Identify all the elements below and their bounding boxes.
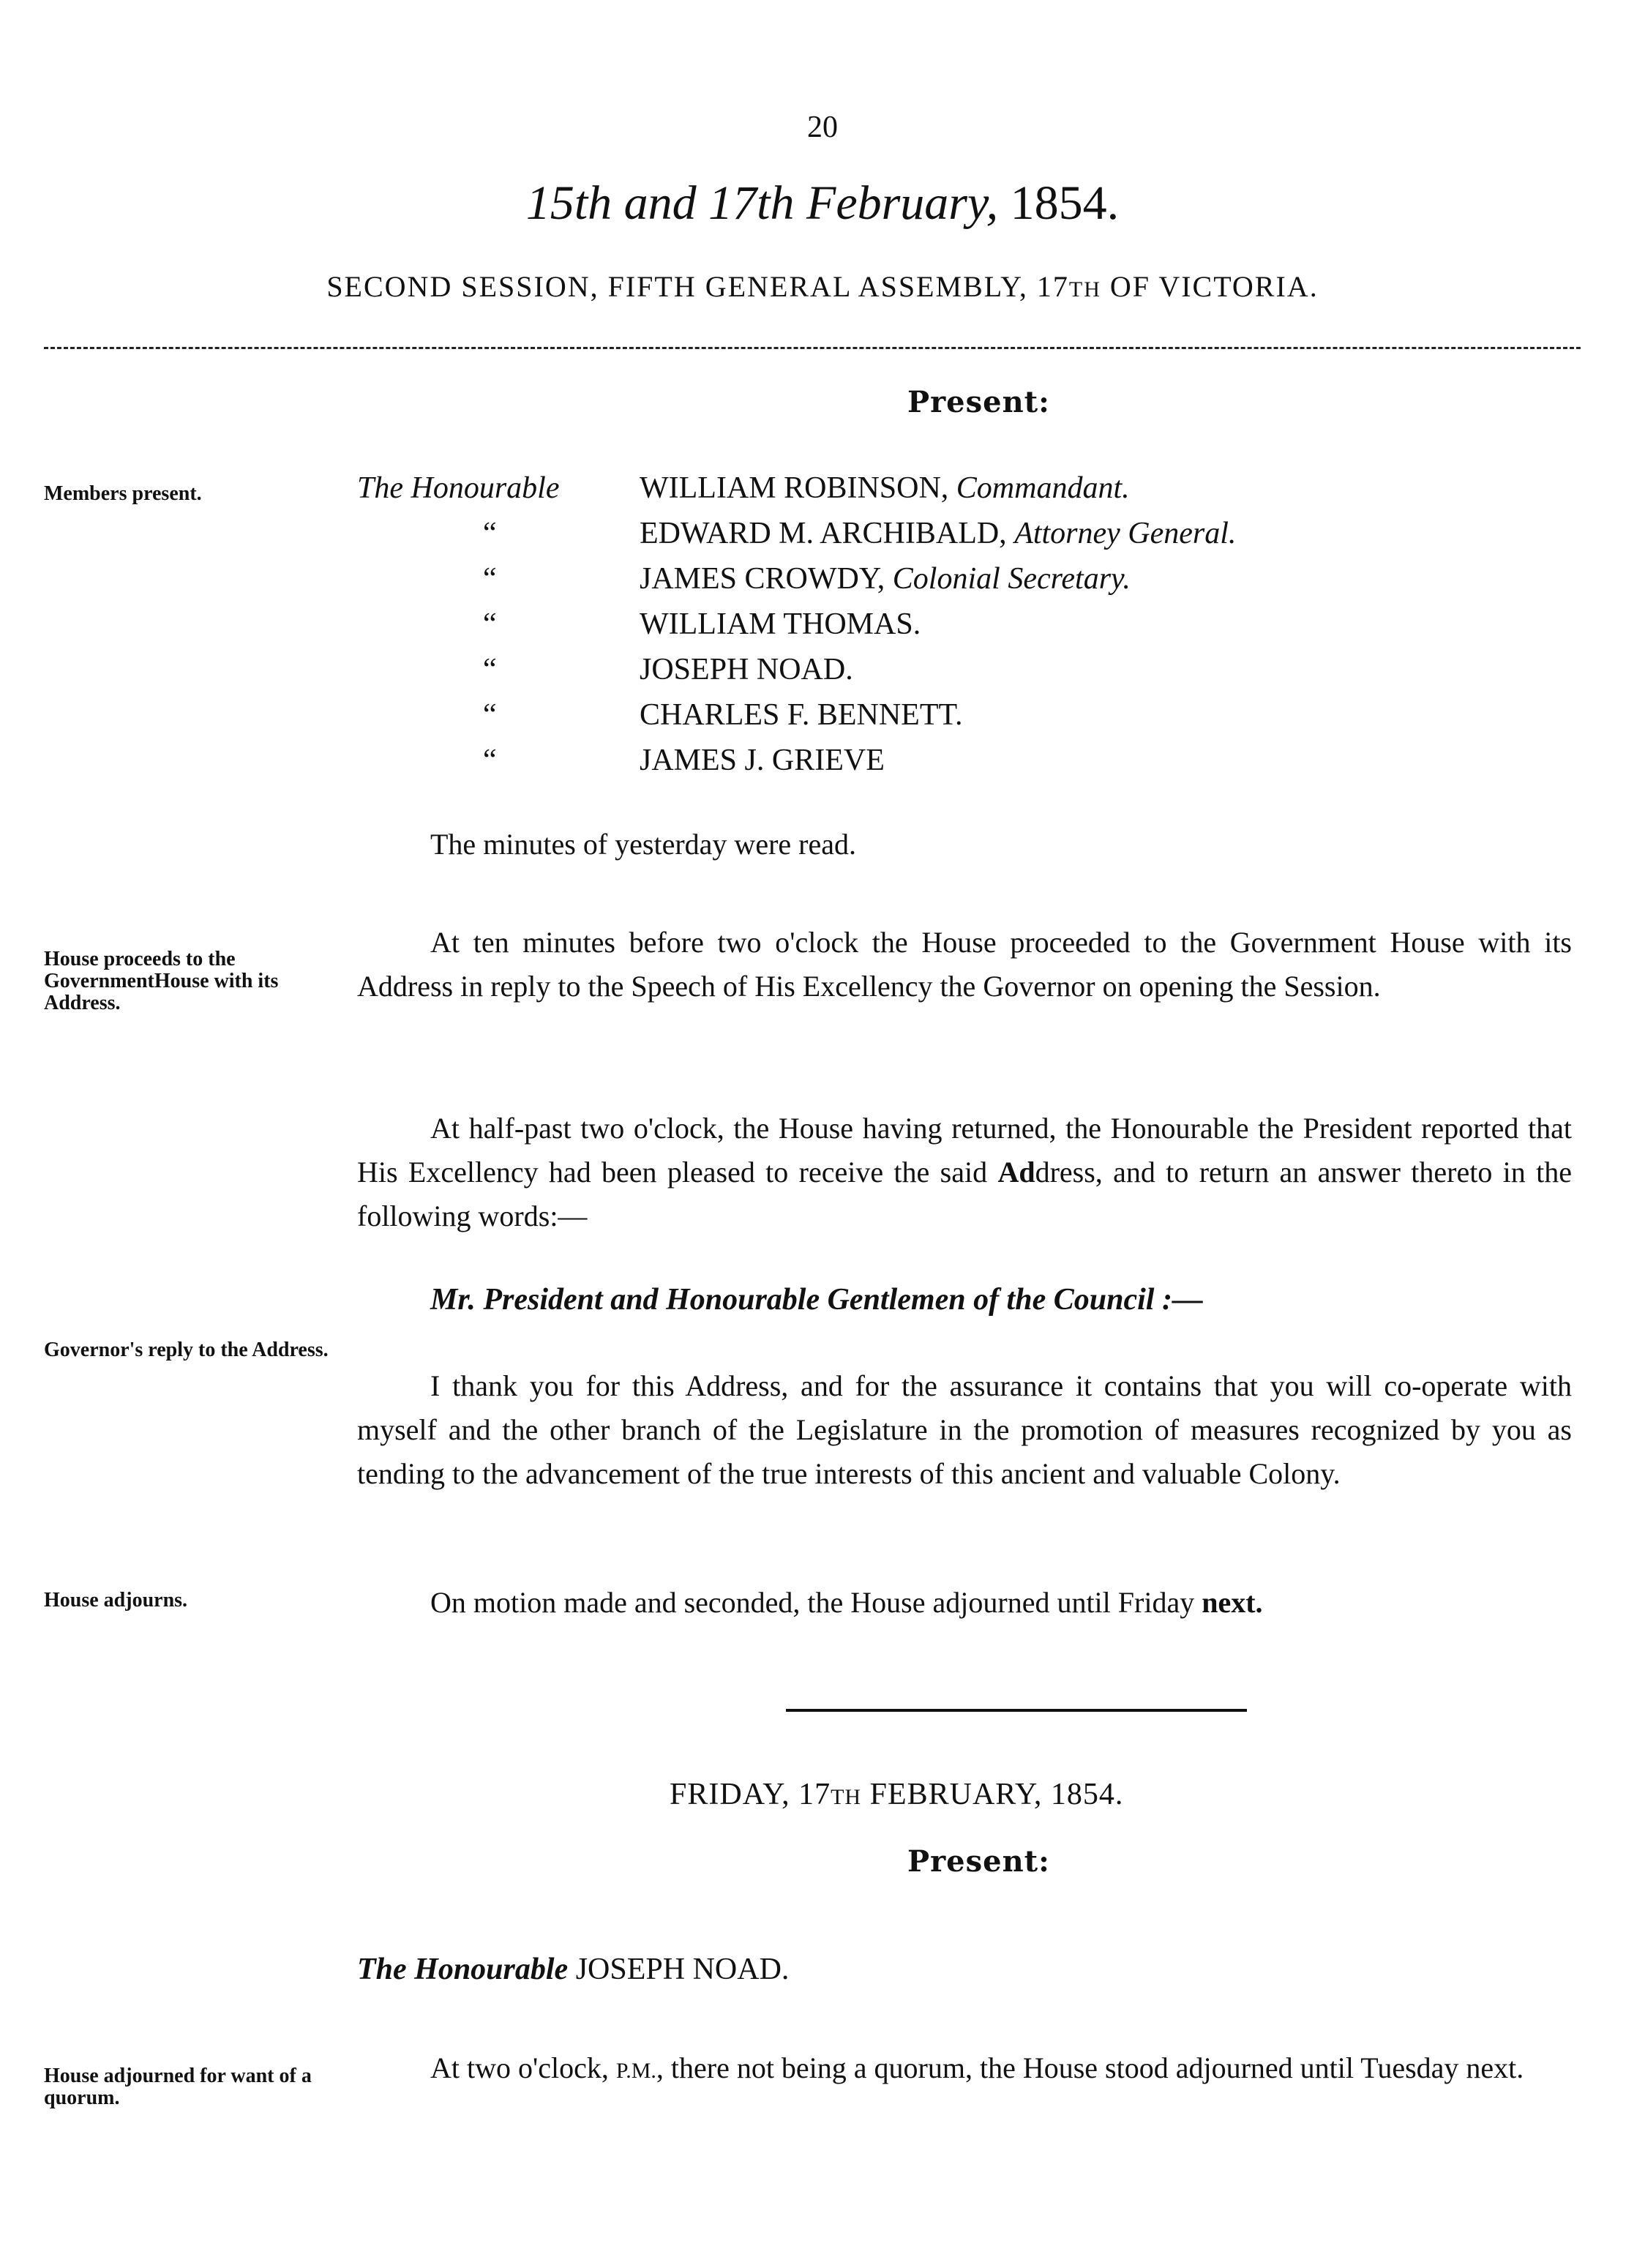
ditto-mark: “ — [483, 698, 497, 732]
member-name: CHARLES F. BENNETT. — [640, 698, 963, 732]
margin-note-members-present: Members present. — [44, 482, 202, 505]
margin-note-adjourned-quorum: House adjourned for want of a quorum. — [44, 2065, 312, 2109]
date-heading-dates: 15th and 17th February, — [525, 176, 999, 230]
member-name: EDWARD M. ARCHIBALD, — [640, 517, 1007, 550]
center-divider — [786, 1709, 1247, 1712]
paragraph-quorum-pm: P.M. — [615, 2059, 656, 2083]
ditto-mark: “ — [483, 607, 497, 641]
member-name: JOSEPH NOAD. — [640, 653, 853, 686]
member-name-block — [640, 465, 1130, 511]
session-line — [0, 269, 1645, 304]
paragraph-adjourned-bold: next. — [1202, 1586, 1263, 1619]
page-number: 20 — [807, 111, 838, 144]
friday-present-label: Present: — [907, 1844, 1050, 1879]
present-label: Present: — [907, 385, 1050, 419]
paragraph-quorum-end: , there not being a quorum, the House stood adjourned until Tuesday next. — [656, 2051, 1524, 2084]
member-row — [357, 465, 1130, 511]
speech-salutation: Mr. President and Honourable Gentlemen of the Council :— — [430, 1283, 1203, 1317]
paragraph-proceeded: At ten minutes before two o'clock the House proceeded to the Government House with its Address in reply to the Speech of His Excellency the Governor on opening the Session. — [357, 926, 1572, 1003]
friday-member-prefix: The Honourable — [357, 1953, 569, 1986]
ditto-mark: “ — [483, 653, 497, 686]
paragraph-returned-bold: Ad — [997, 1156, 1035, 1189]
date-heading — [0, 176, 1645, 231]
friday-heading-main: FRIDAY, 17 — [670, 1778, 831, 1811]
ditto-mark: “ — [483, 517, 497, 550]
friday-heading — [670, 1777, 1123, 1812]
paragraph-quorum-text: At two o'clock, — [430, 2051, 616, 2084]
friday-member-name: JOSEPH NOAD. — [575, 1953, 790, 1986]
member-name-block — [640, 556, 1131, 602]
member-role: Attorney General. — [1014, 517, 1237, 550]
member-role: Commandant. — [956, 471, 1130, 505]
session-line-th: TH — [1068, 277, 1101, 302]
date-heading-year: 1854. — [1010, 176, 1120, 230]
member-prefix: The Honourable — [357, 471, 560, 505]
paragraph-quorum — [357, 2046, 1572, 2093]
paragraph-returned-text: At half-past two o'clock, the House having returned, the Honourable the President reported that His Excellency had been pleased to receive the said — [357, 1112, 1572, 1189]
member-name: WILLIAM ROBINSON, — [640, 471, 949, 505]
ditto-mark: “ — [483, 562, 497, 596]
margin-note-governor-reply: Governor's reply to the Address. — [44, 1339, 329, 1361]
dashed-divider — [44, 347, 1581, 349]
friday-heading-end: FEBRUARY, 1854. — [861, 1778, 1124, 1811]
paragraph-minutes: The minutes of yesterday were read. — [430, 828, 856, 861]
paragraph-governor-reply: I thank you for this Address, and for the assurance it contains that you will co-operate with myself and the other branch of the Legislature in the promotion of measures recognized by you as tending to the advancement of the true interests of this ancient and valuable Colony. — [357, 1369, 1572, 1490]
session-line-end: OF VICTORIA. — [1101, 270, 1319, 303]
member-name-block — [640, 511, 1236, 556]
friday-heading-th: TH — [831, 1785, 862, 1809]
member-name: JAMES J. GRIEVE — [640, 744, 885, 777]
member-name: JAMES CROWDY, — [640, 562, 885, 596]
paragraph-returned-end: dress, and to return an answer thereto in the following words:— — [357, 1156, 1573, 1232]
member-role: Colonial Secretary. — [892, 562, 1131, 596]
friday-member-row — [357, 1947, 789, 1992]
paragraph-returned — [357, 1107, 1572, 1238]
paragraph-adjourned — [430, 1581, 1572, 1625]
paragraph-adjourned-text: On motion made and seconded, the House adjourned until Friday — [430, 1586, 1202, 1619]
member-name: WILLIAM THOMAS. — [640, 607, 921, 641]
margin-note-house-proceeds: House proceeds to the GovernmentHouse with its Address. — [44, 948, 279, 1014]
session-line-main: SECOND SESSION, FIFTH GENERAL ASSEMBLY, 17 — [326, 270, 1069, 303]
ditto-mark: “ — [483, 744, 497, 777]
margin-note-house-adjourns: House adjourns. — [44, 1589, 188, 1612]
